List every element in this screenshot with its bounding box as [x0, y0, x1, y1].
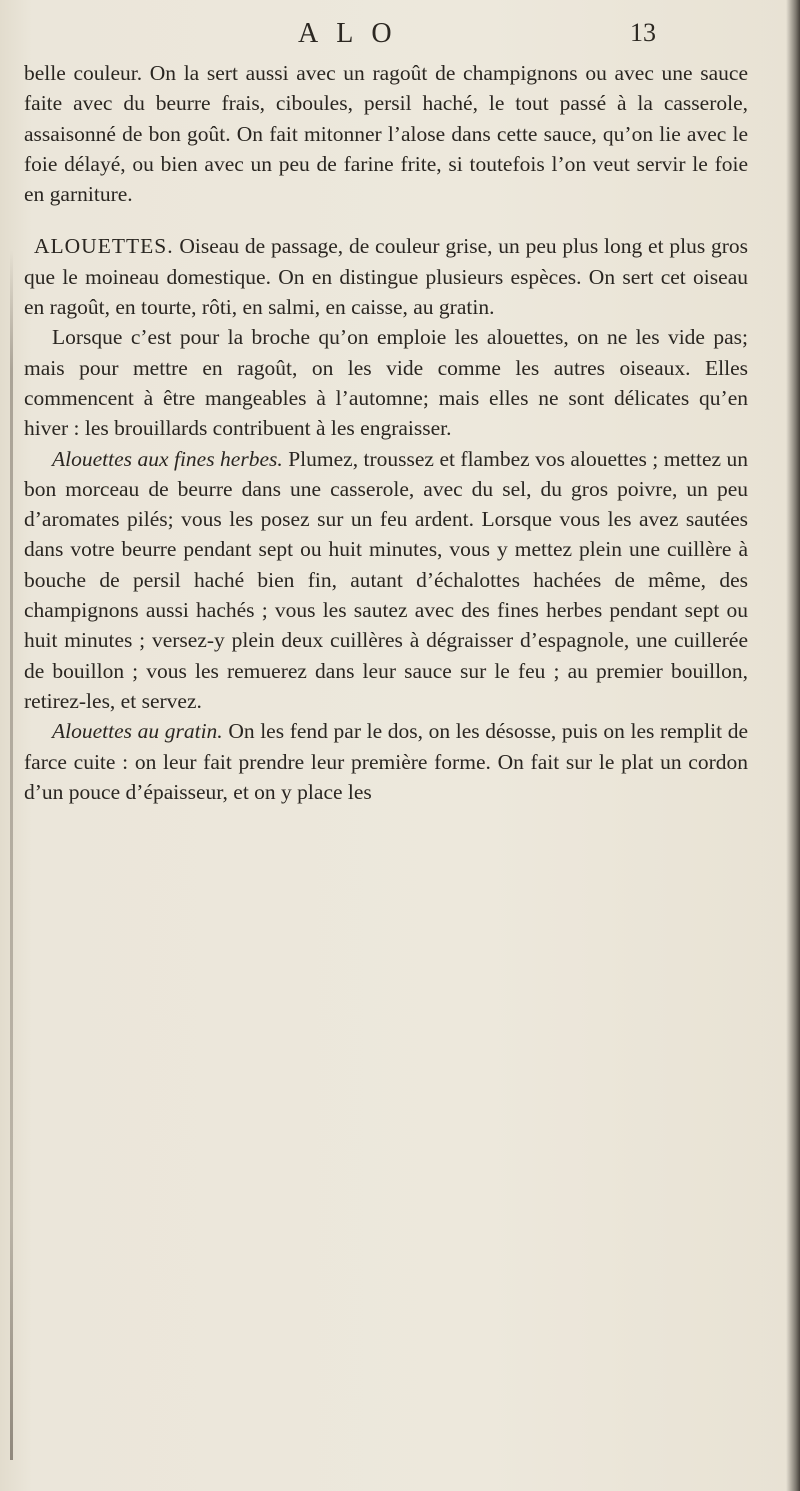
page-header [0, 14, 800, 54]
page-number: 13 [630, 18, 656, 47]
recipe-fines-herbes-text: Plumez, troussez et flambez vos alouettes ; mettez un bon morceau de beurre dans une casserole, avec du sel, du gros poivre, un peu d’aromates pilés; vous les posez sur un feu ardent. Lorsque vous les avez sautées dans votre beurre pendant sept ou huit minutes, vous y mettez plein une cuillère à bouche de persil haché bien fin, autant d’échalottes hachées de même, des champignons aussi hachés ; vous les sautez avec des fines herbes pendant sept ou huit minutes ; versez-y plein deux cuillères à dégraisser d’espagnole, une cuillerée de bouillon ; vous les remuerez dans leur sauce sur le feu ; au premier bouillon, retirez-les, et servez. [24, 446, 749, 713]
continuation-paragraph: belle couleur. On la sert aussi avec un ragoût de champignons ou avec une sauce faite avec du beurre frais, ciboules, persil haché, le tout passé à la casserole, assaisonné de bon goût. On fait mitonner l’alose dans cette sauce, qu’on lie avec le foie délayé, ou bien avec un peu de farine frite, si toutefois l’on veut servir le foie en garniture. [24, 61, 748, 207]
page-gutter-shadow [10, 250, 13, 1460]
running-head: ALO [298, 18, 410, 49]
body-text [24, 58, 748, 807]
page-edge-shadow [786, 0, 800, 1491]
entry-headword: ALOUETTES. [34, 234, 174, 259]
paragraph-broche: Lorsque c’est pour la broche qu’on emploie les alouettes, on ne les vide pas; mais pour mettre en ragoût, on les vide comme les autres oiseaux. Elles commencent à être mangeables à l’automne; mais elles ne sont délicates qu’en hiver : les brouillards contribuent à les engraisser. [24, 325, 748, 441]
recipe-fines-herbes-title: Alouettes aux fines herbes. [52, 446, 283, 471]
entry-alouettes [24, 231, 748, 322]
entry-definition: Oiseau de passage, de couleur grise, un peu plus long et plus gros que le moineau domestique. On en distingue plusieurs espèces. On sert cet oiseau en ragoût, en tourte, rôti, en salmi, en caisse, au gratin. [24, 234, 749, 320]
recipe-gratin-title: Alouettes au gratin. [52, 719, 223, 744]
recipe-fines-herbes [24, 444, 748, 717]
recipe-gratin-text: On les fend par le dos, on les désosse, puis on les remplit de farce cuite : on leur fait prendre leur première forme. On fait sur le plat un cordon d’un pouce d’épaisseur, et on y place les [24, 719, 748, 804]
recipe-gratin [24, 716, 748, 807]
